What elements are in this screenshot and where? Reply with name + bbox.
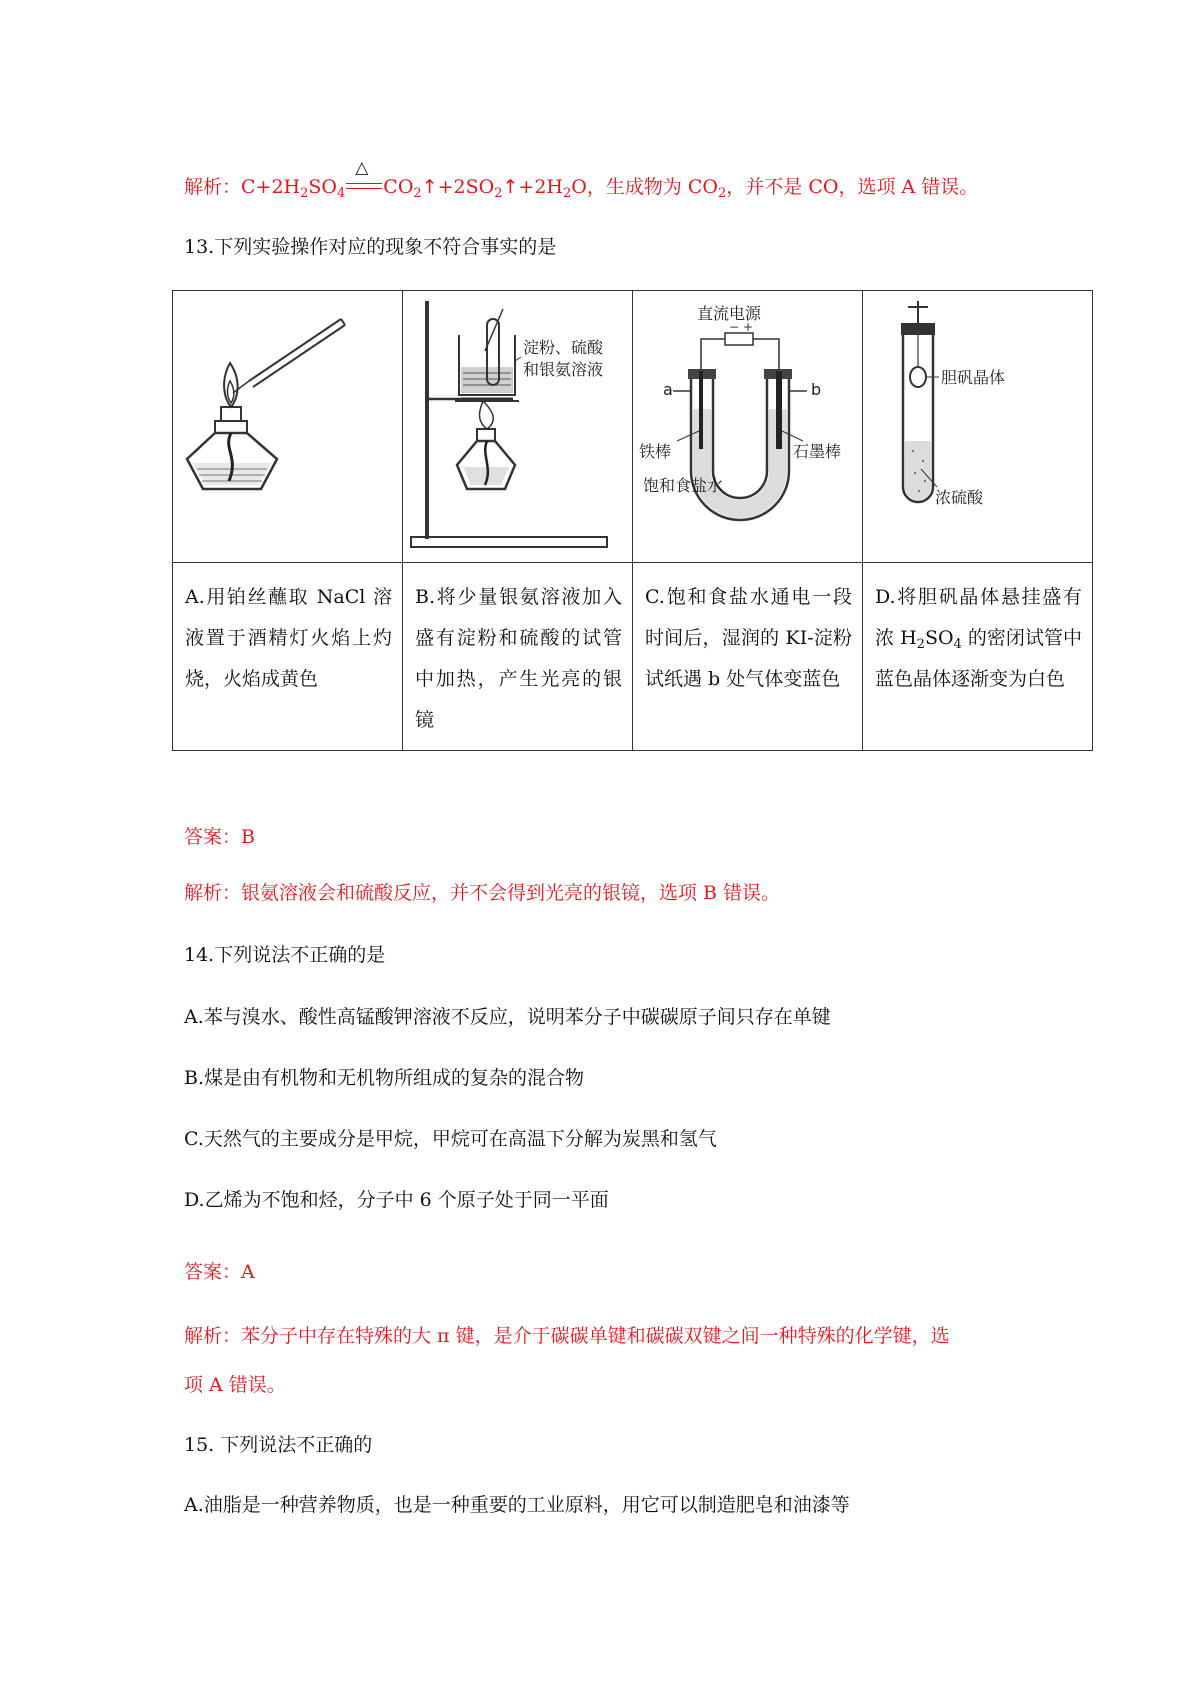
option-d-part: D.将胆矾晶体悬挂盛有浓 H [875,586,1082,649]
formula-part: +2H [518,176,563,198]
label-b: b [811,380,822,399]
subscript: 2 [413,186,422,201]
option-c-text: C.饱和食盐水通电一段时间后，湿润的 KI-淀粉试纸遇 b 处气体变蓝色 [645,586,852,690]
silver-mirror-figure [403,291,629,559]
figure-cell-d [863,291,1093,563]
question-14-answer: 答案：A [184,1261,255,1283]
option-b-text: B.将少量银氨溶液加入盛有淀粉和硫酸的试管中加热，产生光亮的银镜 [415,586,622,731]
formula-part: SO [308,176,337,198]
label-brine: 饱和食盐水 [643,476,724,495]
formula-part: +2SO [437,176,495,198]
subscript: 4 [337,186,346,201]
question-14-option-a: A.苯与溴水、酸性高锰酸钾溶液不反应，说明苯分子中碳碳原子间只存在单键 [184,1006,831,1028]
question-14-analysis-1: 解析：苯分子中存在特殊的大 π 键，是介于碳碳单键和碳碳双键之间一种特殊的化学键，选 [184,1325,950,1347]
subscript: 4 [953,637,962,652]
label-iron-rod: 铁棒 [639,442,672,461]
question-14-stem: 14.下列说法不正确的是 [184,944,386,966]
subscript: 2 [300,186,309,201]
svg-text:+: + [743,320,754,334]
label-conc-sulfuric-acid: 浓硫酸 [935,488,984,507]
gas-arrow: ↑ [421,176,438,198]
option-d-part: SO [924,627,954,649]
figure-cell-c [633,291,863,563]
delta-symbol: △ [355,158,369,178]
subscript: 2 [718,186,727,201]
option-cell-a [173,563,403,751]
gas-arrow: ↑ [502,176,519,198]
question-14-option-d: D.乙烯为不饱和烃，分子中 6 个原子处于同一平面 [184,1189,609,1211]
subscript: 2 [494,186,503,201]
heating-equals-sign [346,158,382,195]
option-cell-b [403,563,633,751]
label-dc-power: 直流电源 [697,304,762,323]
question-14-option-c: C.天然气的主要成分是甲烷，甲烷可在高温下分解为炭黑和氢气 [184,1128,717,1150]
question-15-stem: 15. 下列说法不正确的 [184,1434,373,1456]
option-a-text: A.用铂丝蘸取 NaCl 溶液置于酒精灯火焰上灼烧，火焰成黄色 [185,586,392,690]
question-14-option-b: B.煤是由有机物和无机物所组成的复杂的混合物 [184,1067,585,1089]
figure-cell-a [173,291,403,563]
question-13-answer: 答案：B [184,826,255,848]
question-15-option-a: A.油脂是一种营养物质，也是一种重要的工业原料，用它可以制造肥皂和油漆等 [184,1494,850,1516]
option-d-text [863,563,1092,700]
analysis-prefix: 解析：C+2H [184,176,301,198]
label-graphite-rod: 石墨棒 [793,442,842,461]
analysis-equation-line [184,158,979,201]
option-d-part: 的密闭试管中蓝色晶体逐渐变为白色 [875,627,1082,690]
subscript: 2 [916,637,925,652]
option-cell-d [863,563,1093,751]
label-silver-ammonia: 和银氨溶液 [523,360,604,379]
label-blue-vitriol: 胆矾晶体 [941,368,1006,387]
svg-text:−: − [729,320,740,334]
label-starch-acid: 淀粉、硫酸 [523,338,604,357]
alcohol-lamp-figure [173,291,399,559]
formula-part: CO [383,176,414,198]
blue-vitriol-figure [863,291,1089,559]
experiment-table [172,290,1093,751]
analysis-tail: ，并不是 CO，选项 A 错误。 [726,176,979,198]
label-a: a [663,380,673,399]
figure-cell-b [403,291,633,563]
option-cell-c [633,563,863,751]
subscript: 2 [563,186,572,201]
question-14-analysis-2: 项 A 错误。 [184,1374,286,1396]
electrolysis-figure [633,291,859,559]
formula-part: O，生成物为 CO [571,176,719,198]
question-13-analysis: 解析：银氨溶液会和硫酸反应，并不会得到光亮的银镜，选项 B 错误。 [184,882,781,904]
question-13-stem: 13.下列实验操作对应的现象不符合事实的是 [184,236,557,258]
